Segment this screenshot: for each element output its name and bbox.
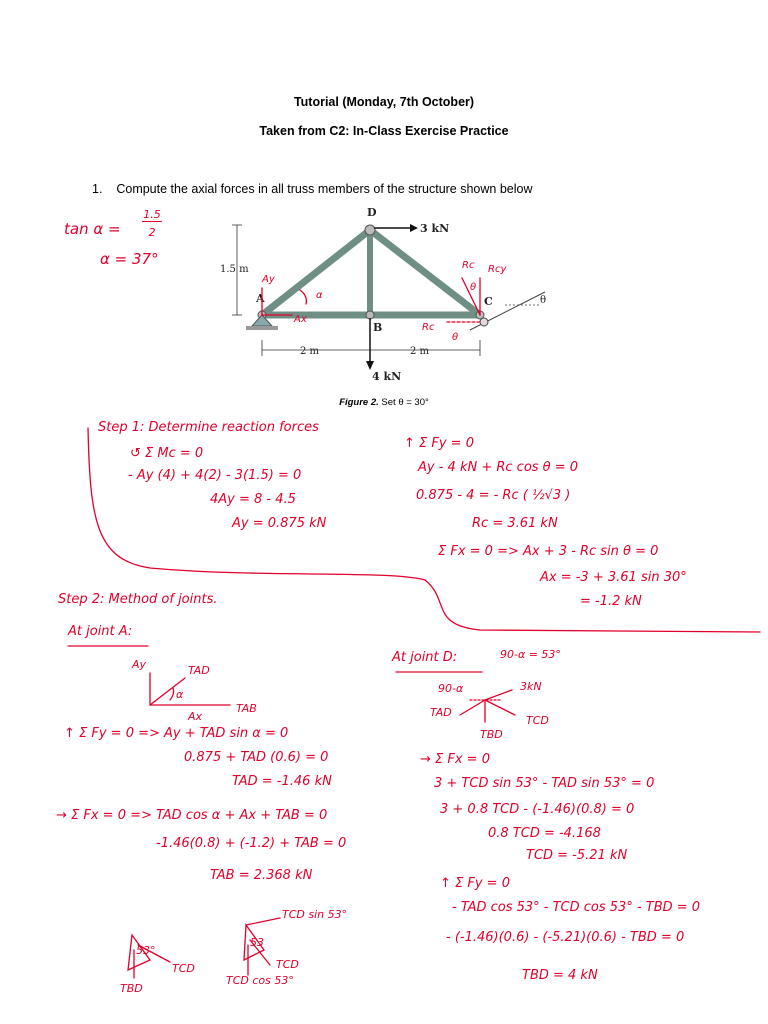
hw-step1-line1: - Ay (4) + 4(2) - 3(1.5) = 0: [128, 468, 302, 483]
hw-a-fx-line3: TAB = 2.368 kN: [210, 868, 313, 883]
caption-label: Figure 2.: [339, 397, 379, 408]
annot-alpha: α: [316, 290, 323, 301]
label-d: D: [367, 206, 377, 219]
label-3kn: 3 kN: [420, 222, 450, 235]
label-a: A: [256, 292, 265, 305]
label-height: 1.5 m: [220, 264, 249, 275]
hw-d-fy-line1: - TAD cos 53° - TCD cos 53° - TBD = 0: [452, 900, 701, 915]
hw-sketch-left-angle: 53°: [136, 944, 156, 957]
annot-theta-x: θ: [452, 332, 459, 343]
annot-ay: Ay: [262, 274, 275, 285]
hw-fy-line2: 0.875 - 4 = - Rc ( ½√3 ): [416, 488, 571, 503]
hw-step1-heading: Step 1: Determine reaction forces: [98, 420, 319, 435]
joint-b: [366, 311, 374, 319]
roller-c: [480, 318, 488, 326]
hw-step1-line3: Ay = 0.875 kN: [232, 516, 327, 531]
hw-joint-d-heading: At joint D:: [392, 650, 458, 665]
hw-tan-num: 1.5: [143, 208, 161, 221]
hw-joint-d-tbd: TBD: [480, 728, 503, 741]
annot-theta-c: θ: [470, 282, 477, 293]
hw-d-fx-line2: 3 + 0.8 TCD - (-1.46)(0.8) = 0: [440, 802, 635, 817]
hw-alpha-value: α = 37°: [100, 250, 159, 268]
hw-step1-moment: ↺ Σ Mc = 0: [130, 446, 204, 461]
hw-sketch-left-tcd: TCD: [172, 962, 195, 975]
hw-fbd-a-tad: TAD: [188, 664, 210, 677]
hw-tan-lhs: tan α =: [64, 220, 121, 238]
label-span-right: 2 m: [410, 346, 430, 357]
question-text: Compute the axial forces in all truss members of the structure shown below: [116, 182, 533, 196]
label-c: C: [484, 295, 493, 308]
hw-d-fx-line3: 0.8 TCD = -4.168: [488, 826, 601, 841]
hw-step2-heading: Step 2: Method of joints.: [58, 592, 218, 607]
hw-joint-d-3kn: 3kN: [520, 680, 542, 693]
hw-a-fx-line1: → Σ Fx = 0 => TAD cos α + Ax + TAB = 0: [56, 808, 328, 823]
hw-joint-a-heading: At joint A:: [68, 624, 133, 639]
caption-text: Set θ = 30°: [381, 397, 429, 408]
joint-d: [365, 225, 375, 235]
truss-figure: [220, 206, 546, 383]
hw-joint-d-left-angle: 90-α: [438, 682, 464, 695]
hw-sketch-mid-angle: 53: [250, 936, 264, 949]
annot-rcy: Rcy: [488, 264, 507, 275]
hw-sketch-left-tbd: TBD: [120, 982, 143, 995]
hw-fy-eq: ↑ Σ Fy = 0: [404, 436, 474, 451]
hw-d-fy-eq: ↑ Σ Fy = 0: [440, 876, 510, 891]
hw-d-fx-eq: → Σ Fx = 0: [420, 752, 490, 767]
hw-tan-den: 2: [148, 226, 156, 239]
label-span-left: 2 m: [300, 346, 320, 357]
hw-fbd-a-ax: Ax: [188, 710, 203, 723]
label-4kn: 4 kN: [372, 370, 402, 383]
annot-rc-x: Rc: [422, 322, 435, 333]
document-subtitle: Taken from C2: In-Class Exercise Practice: [259, 124, 509, 138]
hw-a-fy-line1: ↑ Σ Fy = 0 => Ay + TAD sin α = 0: [64, 726, 289, 741]
figure-caption: [0, 397, 768, 408]
hw-a-fx-line2: -1.46(0.8) + (-1.2) + TAB = 0: [156, 836, 347, 851]
figure-annotations: [261, 260, 507, 343]
hw-fbd-a-alpha: α: [176, 688, 184, 701]
hw-sketch-mid-tcd-cos: TCD cos 53°: [226, 974, 294, 987]
hw-sketch-mid-tcd-sin: TCD sin 53°: [282, 908, 348, 921]
hw-joint-d-tcd: TCD: [526, 714, 549, 727]
member-ad: [262, 230, 370, 315]
hw-step1-line2: 4Ay = 8 - 4.5: [210, 492, 296, 507]
label-theta: θ: [540, 295, 547, 306]
label-b: B: [373, 321, 383, 334]
hw-d-fy-line3: TBD = 4 kN: [522, 968, 598, 983]
hw-a-fy-line2: 0.875 + TAD (0.6) = 0: [184, 750, 329, 765]
hw-fx-line2: Ax = -3 + 3.61 sin 30°: [540, 570, 687, 585]
hw-a-fy-line3: TAD = -1.46 kN: [232, 774, 332, 789]
hw-sketch-mid-tcd: TCD: [276, 958, 299, 971]
hw-fy-line1: Ay - 4 kN + Rc cos θ = 0: [418, 460, 579, 475]
hw-fy-line3: Rc = 3.61 kN: [472, 516, 558, 531]
hw-fx-line1: Σ Fx = 0 => Ax + 3 - Rc sin θ = 0: [438, 544, 659, 559]
joint-d-fbd: [460, 690, 515, 722]
hw-d-fx-line4: TCD = -5.21 kN: [526, 848, 628, 863]
joint-a-fbd: [150, 673, 230, 705]
support-base-a: [246, 326, 278, 330]
alpha-arc: [300, 290, 306, 304]
question-number: 1.: [92, 182, 103, 196]
hw-fbd-a-ay: Ay: [132, 658, 147, 671]
hw-d-fy-line2: - (-1.46)(0.6) - (-5.21)(0.6) - TBD = 0: [446, 930, 685, 945]
annot-ax: Ax: [294, 314, 307, 325]
member-dc: [370, 230, 480, 315]
hw-fbd-a-tab: TAB: [236, 702, 257, 715]
document-title: Tutorial (Monday, 7th October): [293, 95, 475, 109]
hw-d-fx-line1: 3 + TCD sin 53° - TAD sin 53° = 0: [434, 776, 655, 791]
hw-fx-line3: = -1.2 kN: [580, 594, 642, 609]
annot-rc: Rc: [462, 260, 475, 271]
hw-joint-d-tad: TAD: [430, 706, 452, 719]
hw-joint-d-angle-note: 90-α = 53°: [500, 648, 561, 661]
